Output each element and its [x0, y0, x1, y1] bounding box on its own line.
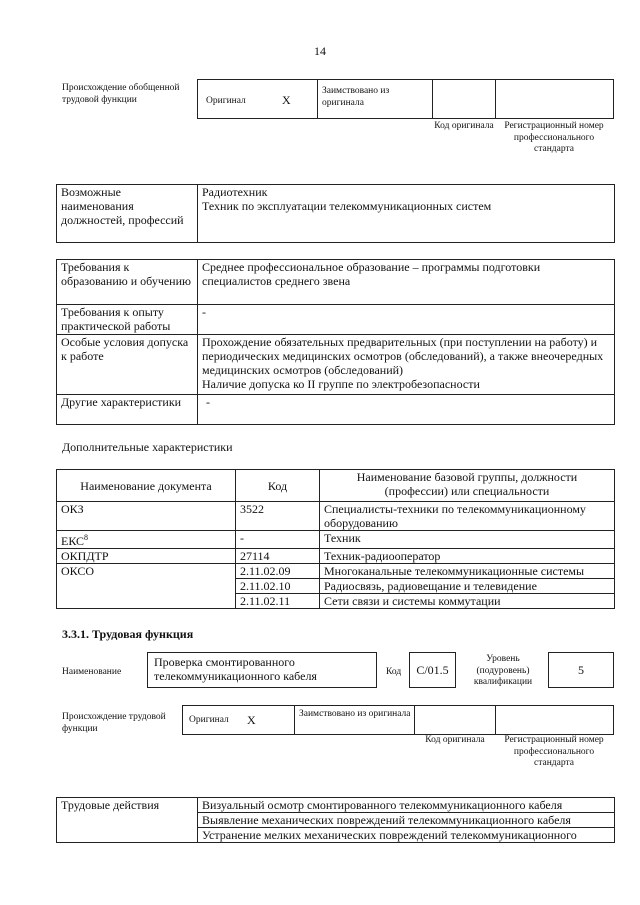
origin2-reg-cell — [495, 705, 614, 735]
page-number: 14 — [314, 44, 326, 58]
req-value-text: Прохождение обязательных предварительных (при поступлении на работу) и периодических медицинских осмотров (обследований), а также внеочередных медицинских осмотров (обследований) — [202, 335, 604, 377]
origin2-original-cell — [182, 705, 295, 735]
additional-code: 27114 — [236, 549, 320, 564]
origin2-borrowed-cell — [294, 705, 415, 735]
origin2-reg-caption: Регистрационный номер профессионального стандарта — [504, 735, 604, 768]
additional-header-name: Наименование базовой группы, должности (профессии) или специальности — [320, 470, 615, 502]
additional-code: 3522 — [236, 502, 320, 531]
function-name-box — [147, 652, 377, 688]
origin-original-cell — [197, 79, 318, 119]
additional-name: Радиосвязь, радиовещание и телевидение — [320, 579, 615, 594]
origin-code-cell — [432, 79, 496, 119]
function-level-label: Уровень (подуровень) квалификации — [473, 654, 533, 687]
origin2-borrowed-label: Заимствовано из оригинала — [299, 709, 411, 719]
position-line: Техник по эксплуатации телекоммуникационных систем — [202, 199, 492, 213]
action-item: Устранение мелких механических повреждений телекоммуникационного — [198, 828, 615, 843]
origin2-code-caption: Код оригинала — [425, 735, 485, 745]
req-label: Особые условия допуска к работе — [57, 335, 198, 395]
function-level-box — [548, 652, 614, 688]
additional-header-code: Код — [236, 470, 320, 502]
additional-code: - — [236, 531, 320, 549]
req-label: Требования к опыту практической работы — [57, 305, 198, 335]
positions-label: Возможные наименования должностей, профессий — [57, 185, 198, 243]
section-heading: 3.3.1. Трудовая функция — [62, 627, 194, 641]
additional-code: 2.11.02.10 — [236, 579, 320, 594]
positions-table — [56, 184, 615, 243]
origin2-code-cell — [414, 705, 496, 735]
actions-label: Трудовые действия — [57, 798, 198, 843]
req-label: Другие характеристики — [57, 395, 198, 425]
positions-values — [198, 185, 615, 243]
origin-label: Происхождение обобщенной трудовой функции — [62, 83, 180, 105]
origin-code-caption: Код оригинала — [434, 121, 494, 131]
origin-original-mark: X — [282, 93, 291, 107]
origin2-original-label: Оригинал — [189, 715, 229, 725]
function-name-value: Проверка смонтированного телекоммуникационного кабеля — [154, 655, 317, 683]
origin-reg-caption: Регистрационный номер профессионального стандарта — [504, 121, 604, 154]
origin2-original-mark: X — [247, 713, 256, 727]
additional-name: Специалисты-техники по телекоммуникационному оборудованию — [320, 502, 615, 531]
additional-name: Техник-радиооператор — [320, 549, 615, 564]
additional-title: Дополнительные характеристики — [62, 440, 233, 454]
origin-original-label: Оригинал — [206, 96, 246, 106]
additional-doc: ОКПДТР — [57, 549, 236, 564]
req-label: Требования к образованию и обучению — [57, 260, 198, 305]
req-value — [198, 335, 615, 395]
req-value-text-2: Наличие допуска ко II группе по электробезопасности — [202, 377, 480, 391]
additional-code: 2.11.02.11 — [236, 594, 320, 609]
additional-name: Многоканальные телекоммуникационные системы — [320, 564, 615, 579]
function-level-value: 5 — [578, 663, 584, 677]
additional-table — [56, 469, 615, 609]
req-value: - — [198, 305, 615, 335]
action-item: Визуальный осмотр смонтированного телекоммуникационного кабеля — [198, 798, 615, 813]
additional-name: Техник — [320, 531, 615, 549]
additional-doc-text: ЕКС — [61, 534, 85, 548]
actions-table — [56, 797, 615, 843]
origin-borrowed-cell — [317, 79, 433, 119]
footnote-ref: 8 — [84, 533, 89, 542]
additional-doc: ОКСО — [57, 564, 236, 609]
additional-doc: ОКЗ — [57, 502, 236, 531]
origin-borrowed-label: Заимствовано из оригинала — [322, 86, 390, 108]
additional-code: 2.11.02.09 — [236, 564, 320, 579]
additional-header-doc: Наименование документа — [57, 470, 236, 502]
req-value: Среднее профессиональное образование – программы подготовки специалистов среднего звена — [198, 260, 615, 305]
req-value: - — [198, 395, 615, 425]
origin2-label: Происхождение трудовой функции — [62, 712, 166, 734]
position-line: Радиотехник — [202, 185, 268, 199]
function-code-box — [409, 652, 456, 688]
action-item: Выявление механических повреждений телекоммуникационного кабеля — [198, 813, 615, 828]
function-code-label: Код — [386, 667, 402, 677]
requirements-table — [56, 259, 615, 425]
function-name-label: Наименование — [62, 667, 122, 677]
function-code-value: C/01.5 — [416, 663, 449, 677]
origin-reg-cell — [495, 79, 614, 119]
additional-doc — [57, 531, 236, 549]
additional-name: Сети связи и системы коммутации — [320, 594, 615, 609]
